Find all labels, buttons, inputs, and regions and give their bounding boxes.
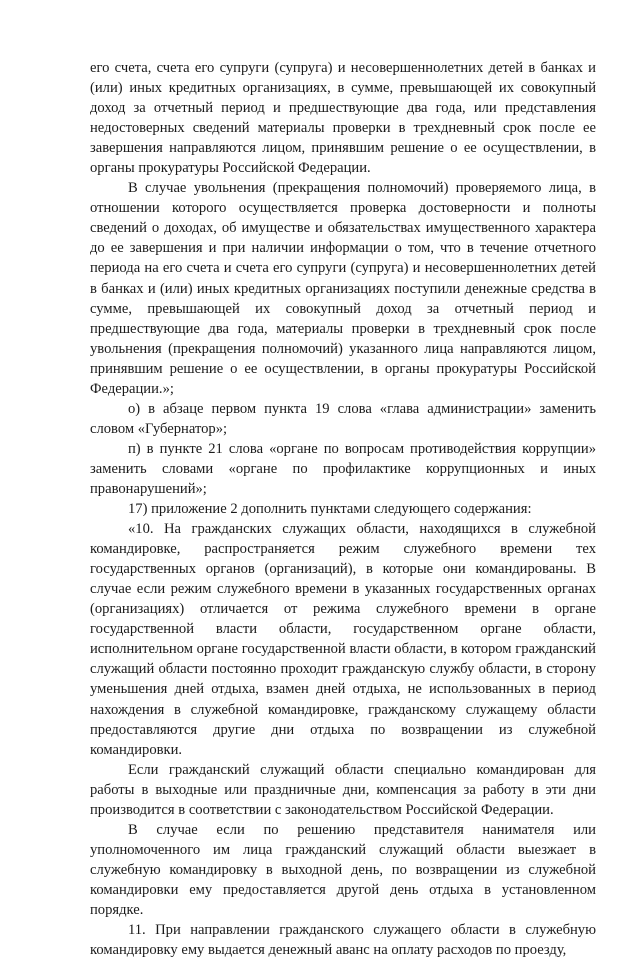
paragraph-continuation: его счета, счета его супруги (супруга) и несовершеннолетних детей в банках и (или) иных кредитных организациях, в сумме, превышающей их совокупный доход за отчетный период и предшествующие два года, или представления недостоверных сведений материалы проверки в трехдневный срок после ее завершения направляются лицом, принявшим решение о ее осуществлении, в органы прокуратуры Российской Федерации.: [90, 60, 596, 177]
paragraph-item-p: п) в пункте 21 слова «органе по вопросам противодействия коррупции» заменить словами «органе по профилактике коррупционных и иных правонарушений»;: [90, 440, 596, 497]
paragraph-dismissal-case: В случае увольнения (прекращения полномочий) проверяемого лица, в отношении которого осуществляется проверка достоверности и полноты сведений о доходах, об имуществе и обязательствах имущественного характера до ее завершения и при наличии информации о том, что в течение отчетного периода на его счета и счета его супруги (супруга) и несовершеннолетних детей в банках и (или) иных кредитных организациях поступили денежные средства в сумме, превышающей их совокупный доход за отчетный период и предшествующие два года, материалы проверки в трехдневный срок после увольнения (прекращения полномочий) указанного лица направляются лицом, принявшим решение о ее осуществлении, в органы прокуратуры Российской Федерации.»;: [90, 180, 596, 397]
document-page: [90, 58, 596, 960]
paragraph-item-o: о) в абзаце первом пункта 19 слова «глава администрации» заменить словом «Губернатор»;: [90, 400, 596, 437]
paragraph-point-10: «10. На гражданских служащих области, находящихся в служебной командировке, распространяется режим служебного времени тех государственных органов (организаций), в которые они командированы. В случае если режим служебного времени в указанных государственных органах (организациях) отличается от режима служебного времени в органе государственной власти области, государственном органе области, исполнительном органе государственной власти области, в котором гражданский служащий области постоянно проходит гражданскую службу области, в сторону уменьшения дней отдыха, взамен дней отдыха, не использованных в период нахождения в служебной командировке, гражданскому служащему области предоставляются другие дни отдыха по возвращении из служебной командировки.: [90, 521, 596, 758]
paragraph-point-11: 11. При направлении гражданского служащего области в служебную командировку ему выдается денежный аванс на оплату расходов по проезду,: [90, 922, 596, 959]
paragraph-day-off: В случае если по решению представителя нанимателя или уполномоченного им лица гражданский служащий области выезжает в служебную командировку в выходной день, по возвращении из служебной командировки ему предоставляется другой день отдыха в установленном порядке.: [90, 821, 596, 918]
paragraph-weekend-work: Если гражданский служащий области специально командирован для работы в выходные или праздничные дни, компенсация за работу в эти дни производится в соответствии с законодательством Российской Федерации.: [90, 761, 596, 818]
paragraph-item-17: 17) приложение 2 дополнить пунктами следующего содержания:: [128, 501, 532, 518]
